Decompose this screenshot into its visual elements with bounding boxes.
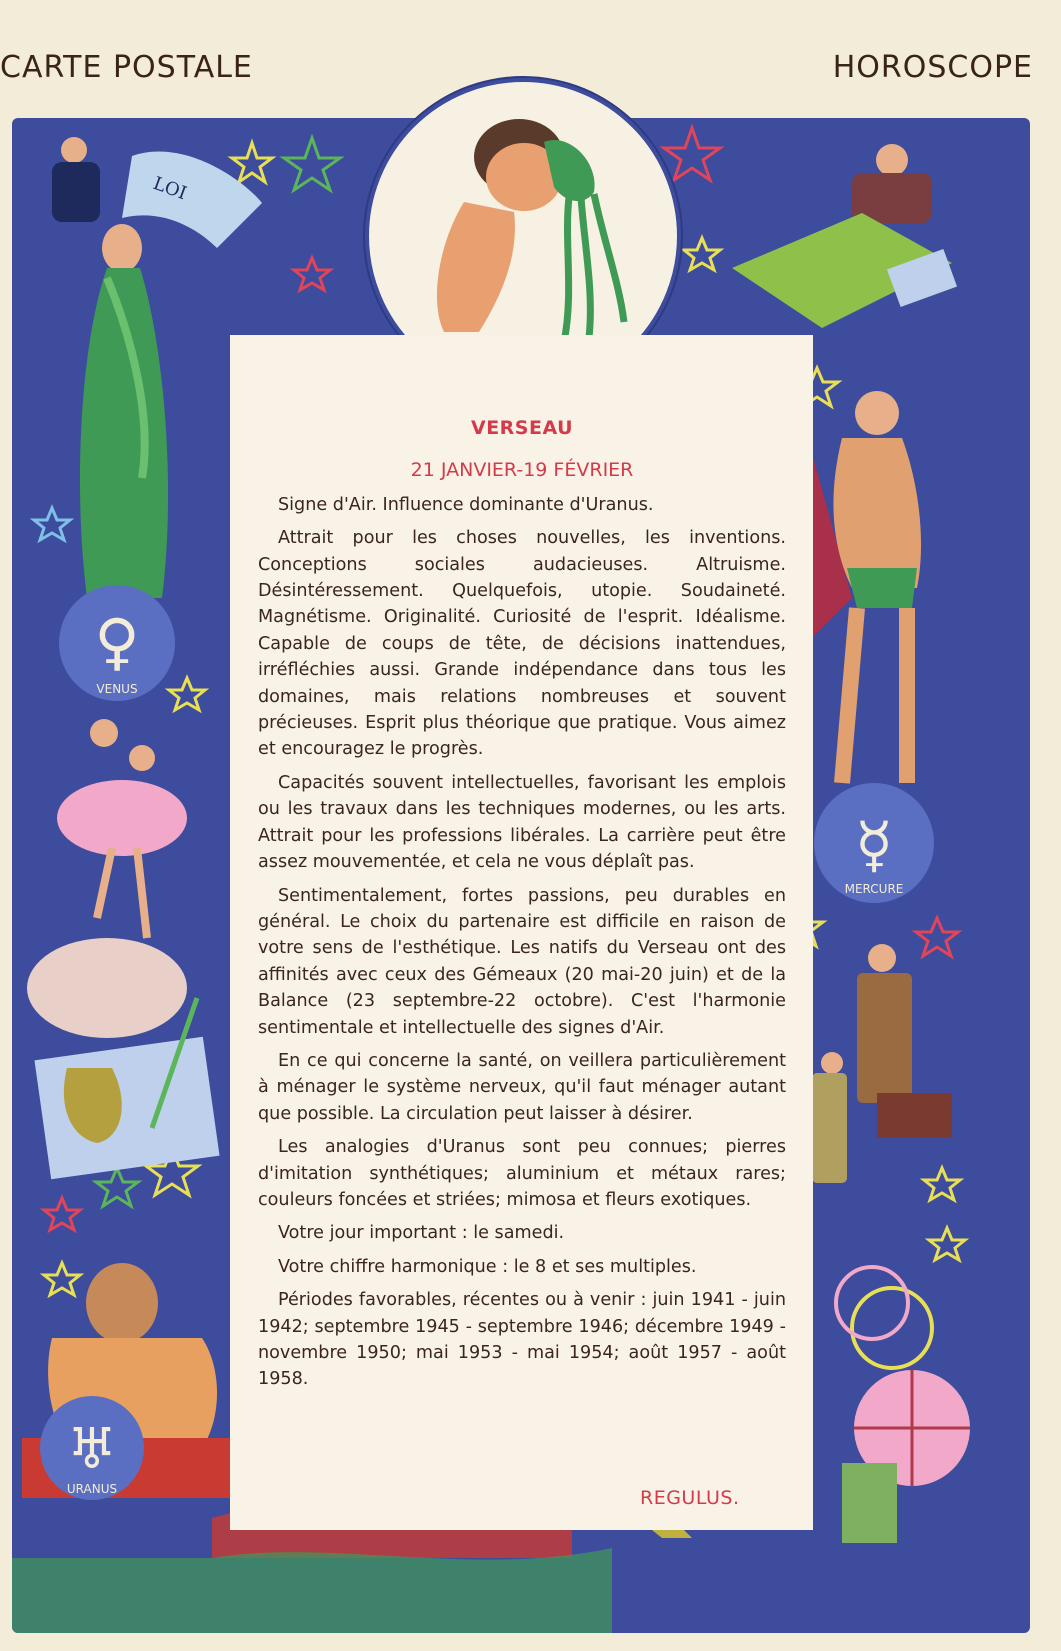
star-icon bbox=[929, 1228, 965, 1260]
sign-dates: 21 JANVIER-19 FÉVRIER bbox=[410, 459, 634, 482]
signature-regulus: REGULUS. bbox=[640, 1487, 740, 1509]
paragraph-important-day: Votre jour important : le samedi. bbox=[278, 1223, 565, 1244]
header-carte-postale: CARTE POSTALE bbox=[0, 50, 253, 85]
star-icon bbox=[96, 1168, 138, 1206]
venus-label: VENUS bbox=[96, 682, 138, 696]
radio-antenna bbox=[836, 1267, 970, 1543]
paragraph-health: En ce qui concerne la santé, on veillera particulièrement à ménager le système nerveux, qu'il faut ménager autant que possible. La circulation peut laisser à désirer. bbox=[258, 1050, 786, 1124]
paragraph-personality: Attrait pour les choses nouvelles, les inventions. Conceptions sociales audacieuses. Altruisme. Désintéressement. Quelquefois, utopie. Soudaineté. Magnétisme. Originalité. Curiosité de l'esprit. Idéalisme. Capable de coups de tête, de décisions inattendues, irréfléchies aussi. Grande indépendance dans tous les domaines, mais relations nombreuses et souvent précieuses. Esprit plus théorique que pratique. Vous aimez et encouragez le progrès. bbox=[258, 528, 786, 760]
paragraph-harmonic-number: Votre chiffre harmonique : le 8 et ses multiples. bbox=[278, 1256, 697, 1277]
paragraph-element: Signe d'Air. Influence dominante d'Uranus. bbox=[278, 494, 654, 515]
artist-palette bbox=[27, 938, 220, 1179]
horoscope-content bbox=[258, 415, 786, 1400]
mercury-symbol: ☿ bbox=[854, 808, 894, 881]
uranus-label: URANUS bbox=[66, 1482, 118, 1496]
venus-figure bbox=[80, 224, 168, 598]
star-icon bbox=[44, 1263, 80, 1295]
star-icon bbox=[664, 128, 720, 180]
mercury-label: MERCURE bbox=[844, 882, 904, 896]
businessmen-figures bbox=[812, 944, 952, 1183]
star-icon bbox=[232, 143, 272, 182]
star-icon bbox=[294, 258, 330, 290]
star-icon bbox=[916, 918, 958, 956]
star-icon bbox=[34, 508, 70, 540]
paragraph-favorable-periods: Périodes favorables, récentes ou à venir : juin 1941 - juin 1942; septembre 1945 - septembre 1946; décembre 1949 - novembre 1950; mai 1953 - mai 1954; août 1957 - août 1958. bbox=[258, 1290, 786, 1390]
ballerina-figure bbox=[57, 719, 187, 938]
header-horoscope: HOROSCOPE bbox=[832, 50, 1033, 85]
star-icon bbox=[169, 678, 205, 710]
star-icon bbox=[684, 238, 720, 270]
star-icon bbox=[44, 1198, 80, 1230]
paragraph-career: Capacités souvent intellectuelles, favorisant les emplois ou les travaux dans les techniques modernes, ou les arts. Attrait pour les professions libérales. La carrière peut être assez mouvementée, et cela ne vous déplaît pas. bbox=[258, 772, 786, 873]
star-icon bbox=[284, 138, 340, 190]
scroll-text: LOI bbox=[150, 172, 190, 205]
judge-with-scroll bbox=[52, 137, 262, 248]
star-icon bbox=[924, 1168, 960, 1200]
uranus-symbol: ♅ bbox=[66, 1417, 118, 1482]
paragraph-sentiment: Sentimentalement, fortes passions, peu durables en général. Le choix du partenaire est difficile en raison de votre sens de l'esthétique. Les natifs du Verseau ont des affinités avec ceux des Gémeaux (20 mai-20 juin) et de la Balance (23 septembre-22 octobre). C'est l'harmonie sentimentale et intellectuelle des signes d'Air. bbox=[258, 885, 786, 1038]
venus-symbol: ♀ bbox=[94, 605, 140, 678]
paragraph-analogies: Les analogies d'Uranus sont peu connues; pierres d'imitation synthétiques; aluminium et métaux rares; couleurs foncées et striées; mimosa et fleurs exotiques. bbox=[258, 1137, 786, 1210]
scholar-with-scroll bbox=[732, 144, 957, 328]
sign-title: VERSEAU bbox=[470, 417, 574, 439]
